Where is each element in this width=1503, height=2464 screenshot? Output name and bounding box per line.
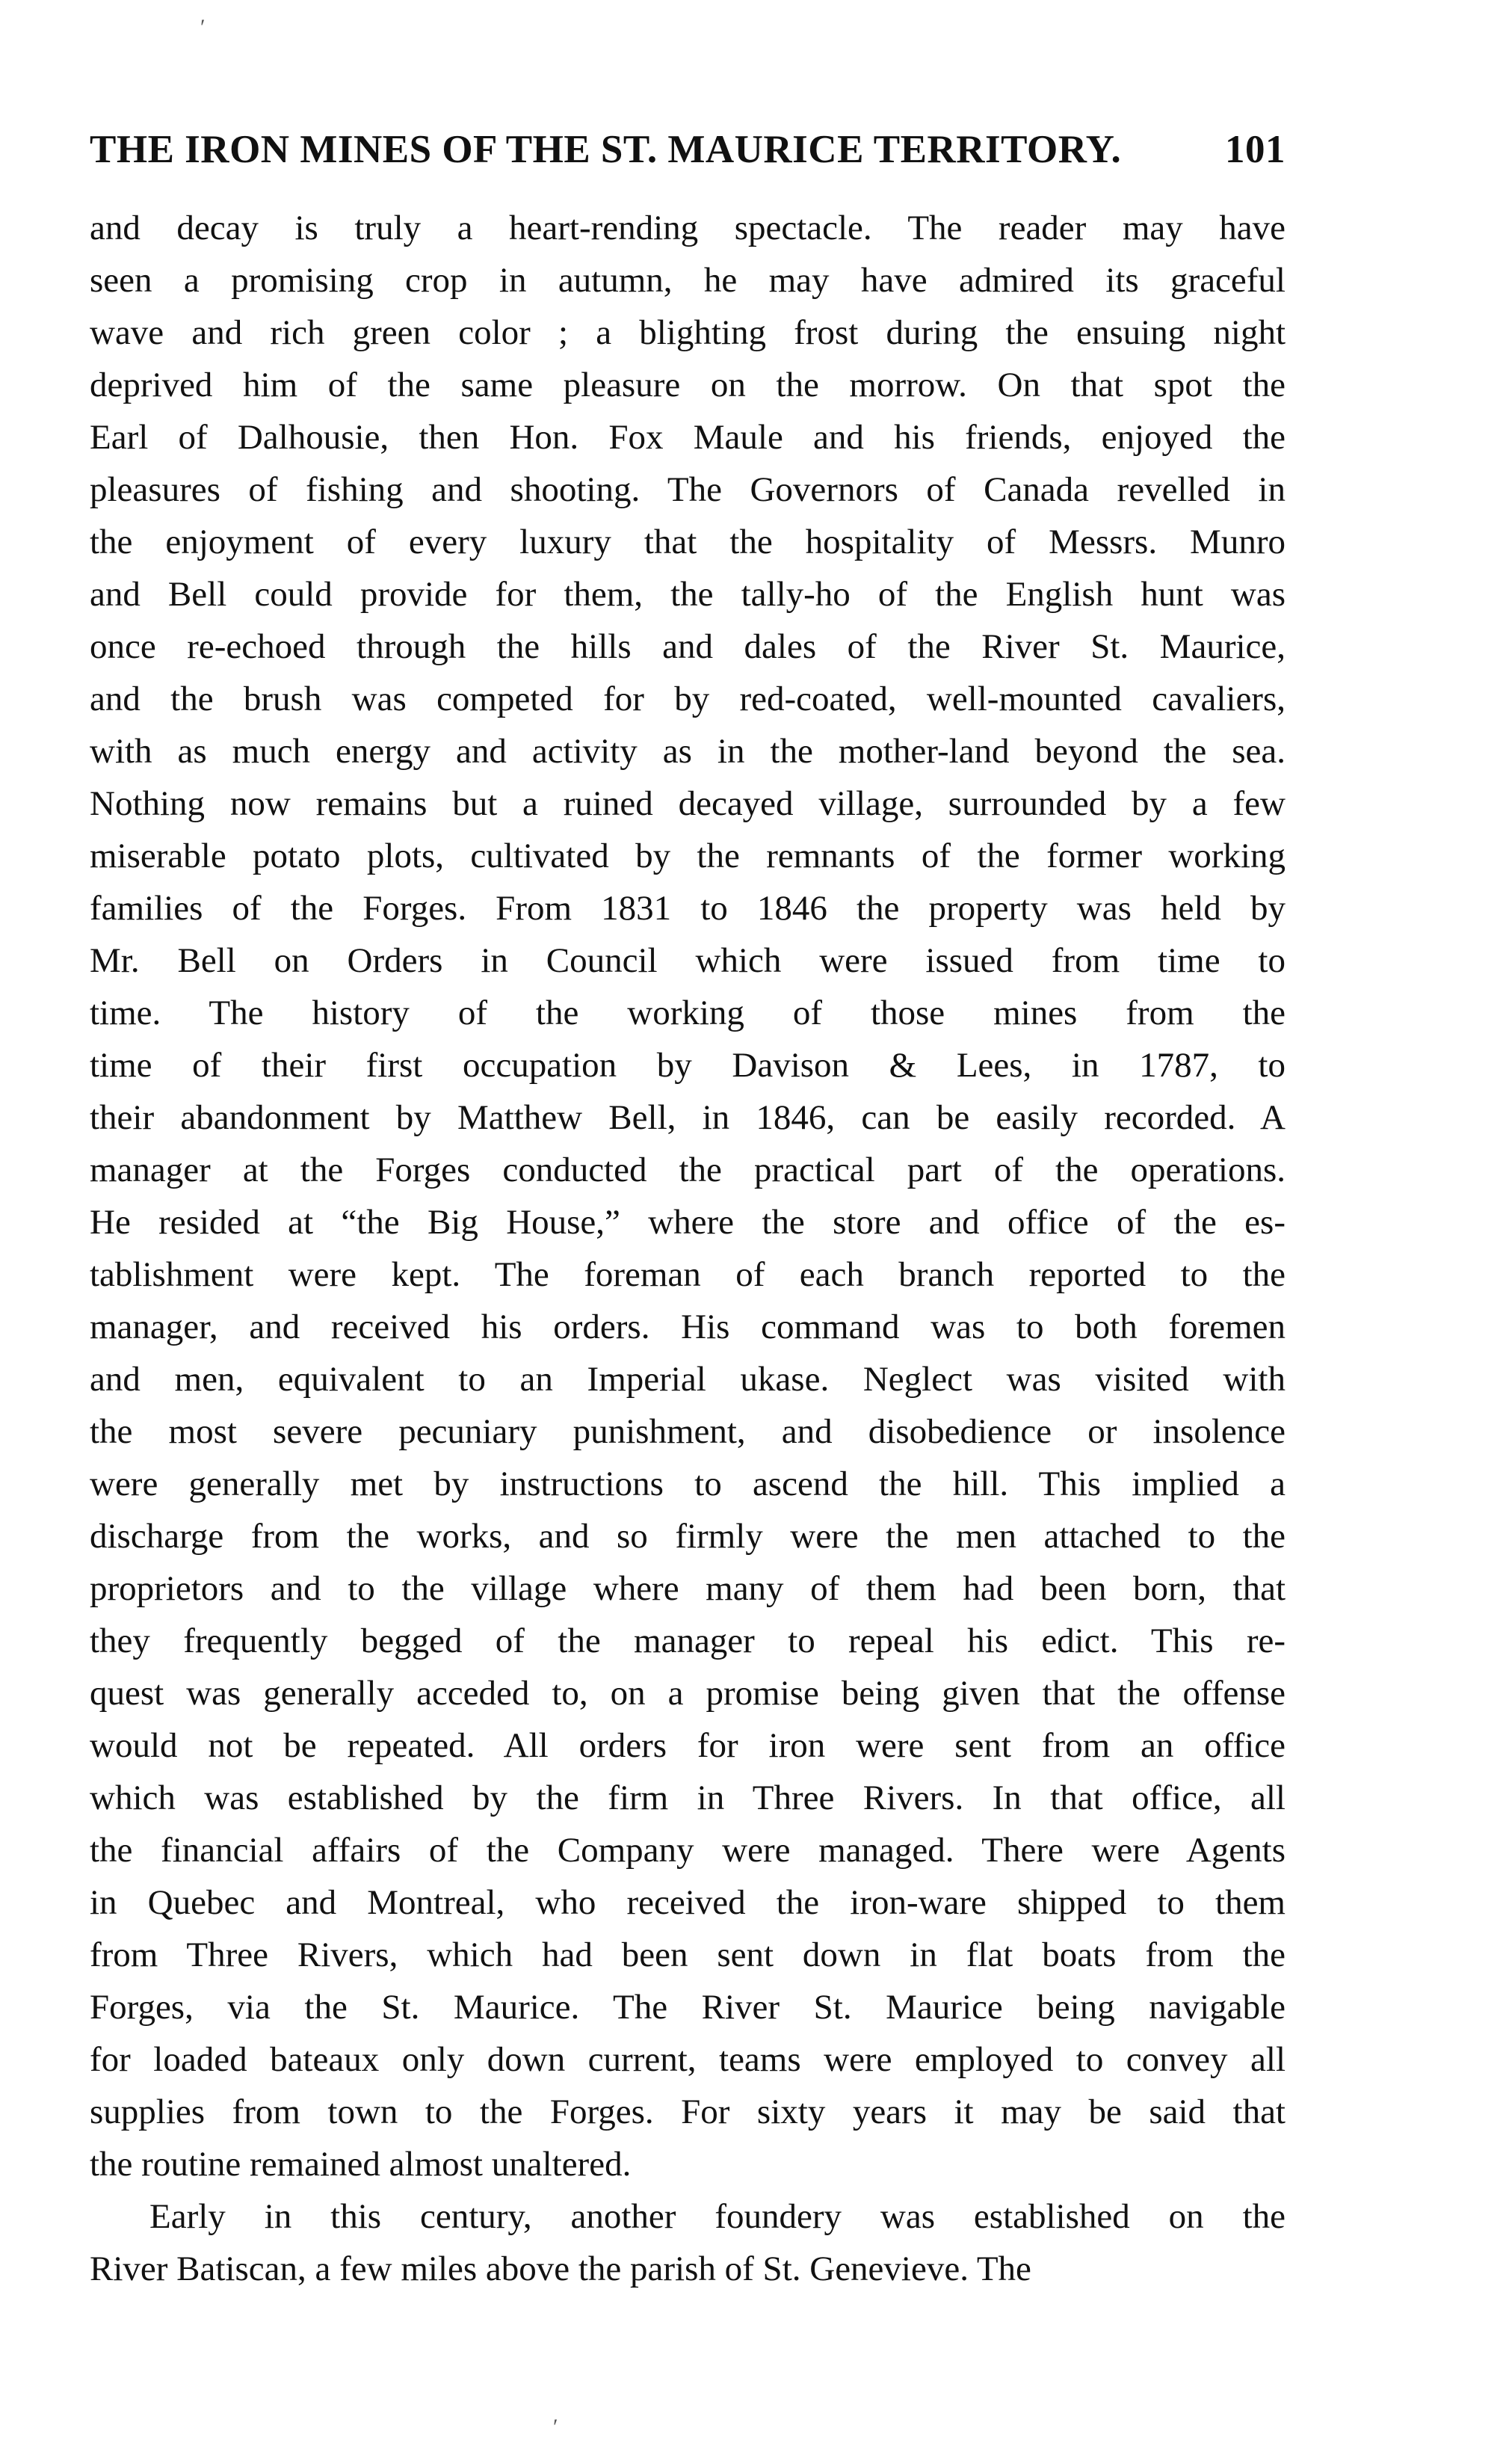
text-line: pleasures of fishing and shooting. The Governors of Canada revelled in bbox=[90, 470, 1286, 509]
text-line: from Three Rivers, which had been sent down in flat boats from the bbox=[90, 1935, 1286, 1974]
text-line: and Bell could provide for them, the tally-ho of the English hunt was bbox=[90, 575, 1286, 614]
text-line: Earl of Dalhousie, then Hon. Fox Maule and his friends, enjoyed the bbox=[90, 418, 1286, 457]
text-line: and decay is truly a heart-rending spectacle. The reader may have bbox=[90, 209, 1286, 247]
text-line: tablishment were kept. The foreman of each branch reported to the bbox=[90, 1255, 1286, 1294]
text-line: and the brush was competed for by red-coated, well-mounted cavaliers, bbox=[90, 680, 1286, 718]
scan-speck: ʹ bbox=[200, 15, 206, 40]
text-line: for loaded bateaux only down current, teams were employed to convey all bbox=[90, 2040, 1286, 2079]
text-line: Forges, via the St. Maurice. The River St. Maurice being navigable bbox=[90, 1988, 1286, 2027]
text-line: the enjoyment of every luxury that the hospitality of Messrs. Munro bbox=[90, 523, 1286, 561]
text-line: would not be repeated. All orders for iron were sent from an office bbox=[90, 1726, 1286, 1765]
text-line: time. The history of the working of those mines from the bbox=[90, 994, 1286, 1032]
text-line: with as much energy and activity as in the mother-land beyond the sea. bbox=[90, 732, 1286, 771]
text-line: the financial affairs of the Company were managed. There were Agents bbox=[90, 1831, 1286, 1870]
text-line: supplies from town to the Forges. For sixty years it may be said that bbox=[90, 2092, 1286, 2131]
text-line: were generally met by instructions to ascend the hill. This implied a bbox=[90, 1464, 1286, 1503]
text-line: wave and rich green color ; a blighting frost during the ensuing night bbox=[90, 313, 1286, 352]
text-line: Nothing now remains but a ruined decayed village, surrounded by a few bbox=[90, 784, 1286, 823]
text-line: in Quebec and Montreal, who received the iron-ware shipped to them bbox=[90, 1883, 1286, 1922]
running-head-title: THE IRON MINES OF THE ST. MAURICE TERRITORY. bbox=[90, 128, 1122, 171]
text-line: discharge from the works, and so firmly were the men attached to the bbox=[90, 1517, 1286, 1556]
text-line: quest was generally acceded to, on a promise being given that the offense bbox=[90, 1674, 1286, 1713]
text-line: and men, equivalent to an Imperial ukase. Neglect was visited with bbox=[90, 1360, 1286, 1399]
page-number: 101 bbox=[1225, 128, 1286, 171]
text-line: Mr. Bell on Orders in Council which were issued from time to bbox=[90, 941, 1286, 980]
text-line: they frequently begged of the manager to repeal his edict. This re- bbox=[90, 1621, 1286, 1660]
text-line: time of their first occupation by Davison & Lees, in 1787, to bbox=[90, 1046, 1286, 1085]
scan-speck: ʹ bbox=[553, 2415, 558, 2439]
text-line: proprietors and to the village where many of them had been born, that bbox=[90, 1569, 1286, 1608]
text-line: seen a promising crop in autumn, he may have admired its graceful bbox=[90, 261, 1286, 300]
text-line: River Batiscan, a few miles above the parish of St. Genevieve. The bbox=[90, 2249, 1031, 2288]
text-line: the most severe pecuniary punishment, and disobedience or insolence bbox=[90, 1412, 1286, 1451]
body-text bbox=[90, 202, 1286, 2295]
text-line: which was established by the firm in Three Rivers. In that office, all bbox=[90, 1778, 1286, 1817]
text-line: miserable potato plots, cultivated by the remnants of the former working bbox=[90, 837, 1286, 875]
text-line: He resided at “the Big House,” where the store and office of the es- bbox=[90, 1203, 1286, 1242]
text-line: deprived him of the same pleasure on the morrow. On that spot the bbox=[90, 366, 1286, 404]
text-line: their abandonment by Matthew Bell, in 1846, can be easily recorded. A bbox=[90, 1098, 1286, 1137]
running-head bbox=[90, 120, 1286, 179]
text-line: Early in this century, another foundery was established on the bbox=[149, 2197, 1286, 2236]
text-line: manager at the Forges conducted the practical part of the operations. bbox=[90, 1151, 1286, 1189]
text-line: the routine remained almost unaltered. bbox=[90, 2145, 632, 2184]
text-line: families of the Forges. From 1831 to 1846 the property was held by bbox=[90, 889, 1286, 928]
text-line: manager, and received his orders. His command was to both foremen bbox=[90, 1308, 1286, 1346]
text-line: once re-echoed through the hills and dales of the River St. Maurice, bbox=[90, 627, 1286, 666]
